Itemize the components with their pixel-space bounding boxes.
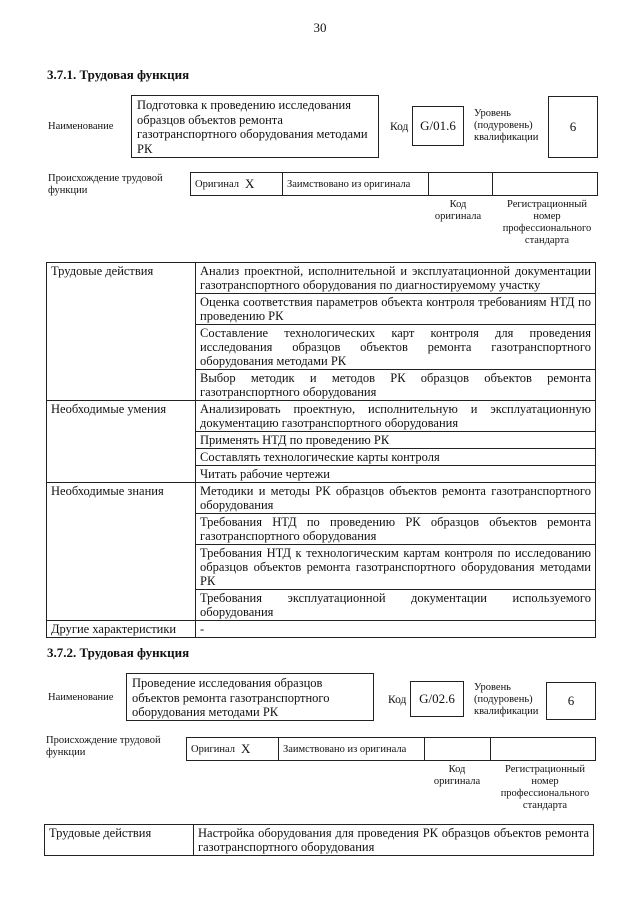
level-label-1: Уровень (подуровень) квалификации: [474, 108, 539, 143]
name-label-2: Наименование: [48, 692, 114, 703]
code-original-cell-1: [429, 173, 493, 195]
original-label-2: Оригинал: [191, 743, 235, 755]
code-original-label-2: Код оригинала: [433, 764, 481, 787]
function-name-box-2: Проведение исследования образцов объектов ремонта газотранспортного оборудования методами РК: [126, 673, 374, 721]
item-cell: Оценка соответствия параметров объекта контроля требованиям НТД по проведению РК: [196, 294, 596, 325]
item-cell: Читать рабочие чертежи: [196, 466, 596, 483]
item-cell: Применять НТД по проведению РК: [196, 432, 596, 449]
level-label-2: Уровень (подуровень) квалификации: [474, 682, 539, 717]
table-row: [47, 401, 596, 432]
origin-label-2: Происхождение трудовой функции: [46, 735, 161, 758]
category-cell: Трудовые действия: [45, 825, 194, 856]
name-label-1: Наименование: [48, 121, 114, 132]
original-cell-1: [191, 173, 283, 195]
borrowed-cell-1: Заимствовано из оригинала: [283, 173, 429, 195]
code-label-2: Код: [388, 694, 407, 706]
category-cell: Другие характеристики: [47, 621, 196, 638]
level-value-box-2: 6: [546, 682, 596, 720]
item-cell: Настройка оборудования для проведения РК образцов объектов ремонта газотранспортного оборудования: [194, 825, 594, 856]
item-cell: Выбор методик и методов РК образцов объектов ремонта газотранспортного оборудования: [196, 370, 596, 401]
category-cell: Необходимые умения: [47, 401, 196, 483]
item-cell: Составлять технологические карты контроля: [196, 449, 596, 466]
item-cell: Требования эксплуатационной документации используемого оборудования: [196, 590, 596, 621]
original-mark-2: X: [241, 741, 251, 756]
item-cell: -: [196, 621, 596, 638]
table-row: [47, 483, 596, 514]
code-label-1: Код: [390, 121, 409, 133]
reg-number-label-1: Регистрационный номер профессионального стандарта: [502, 199, 592, 246]
origin-row-2: [186, 737, 596, 761]
category-cell: Необходимые знания: [47, 483, 196, 621]
function-table-2: [44, 824, 594, 856]
level-value-box-1: 6: [548, 96, 598, 158]
borrowed-cell-2: Заимствовано из оригинала: [279, 738, 425, 760]
reg-number-label-2: Регистрационный номер профессионального стандарта: [500, 764, 590, 811]
page-number: 30: [313, 20, 327, 35]
item-cell: Составление технологических карт контроля для проведения исследования образцов объектов ремонта газотранспортного оборудования методами РК: [196, 325, 596, 370]
origin-label-1: Происхождение трудовой функции: [48, 173, 163, 196]
reg-number-cell-1: [493, 173, 597, 195]
code-value-box-1: G/01.6: [412, 106, 464, 146]
code-original-label-1: Код оригинала: [434, 199, 482, 222]
origin-row-1: [190, 172, 598, 196]
reg-number-cell-2: [491, 738, 595, 760]
table-row: [47, 263, 596, 294]
item-cell: Требования НТД по проведению РК образцов объектов ремонта газотранспортного оборудования: [196, 514, 596, 545]
item-cell: Анализ проектной, исполнительной и эксплуатационной документации газотранспортного оборудования по диагностируемому участку: [196, 263, 596, 294]
table-row: [47, 621, 596, 638]
table-row: [45, 825, 594, 856]
original-cell-2: [187, 738, 279, 760]
item-cell: Требования НТД к технологическим картам контроля по исследованию образцов объектов ремонта газотранспортного оборудования методами РК: [196, 545, 596, 590]
function-name-box-1: Подготовка к проведению исследования образцов объектов ремонта газотранспортного оборудования методами РК: [131, 95, 379, 158]
category-cell: Трудовые действия: [47, 263, 196, 401]
code-original-cell-2: [425, 738, 491, 760]
original-mark-1: X: [245, 176, 255, 191]
item-cell: Методики и методы РК образцов объектов ремонта газотранспортного оборудования: [196, 483, 596, 514]
section-heading-2: 3.7.2. Трудовая функция: [47, 645, 190, 660]
section-heading-1: 3.7.1. Трудовая функция: [47, 67, 190, 82]
function-table-1: [46, 262, 596, 638]
original-label-1: Оригинал: [195, 178, 239, 190]
item-cell: Анализировать проектную, исполнительную и эксплуатационную документацию газотранспортного оборудования: [196, 401, 596, 432]
code-value-box-2: G/02.6: [410, 681, 464, 717]
